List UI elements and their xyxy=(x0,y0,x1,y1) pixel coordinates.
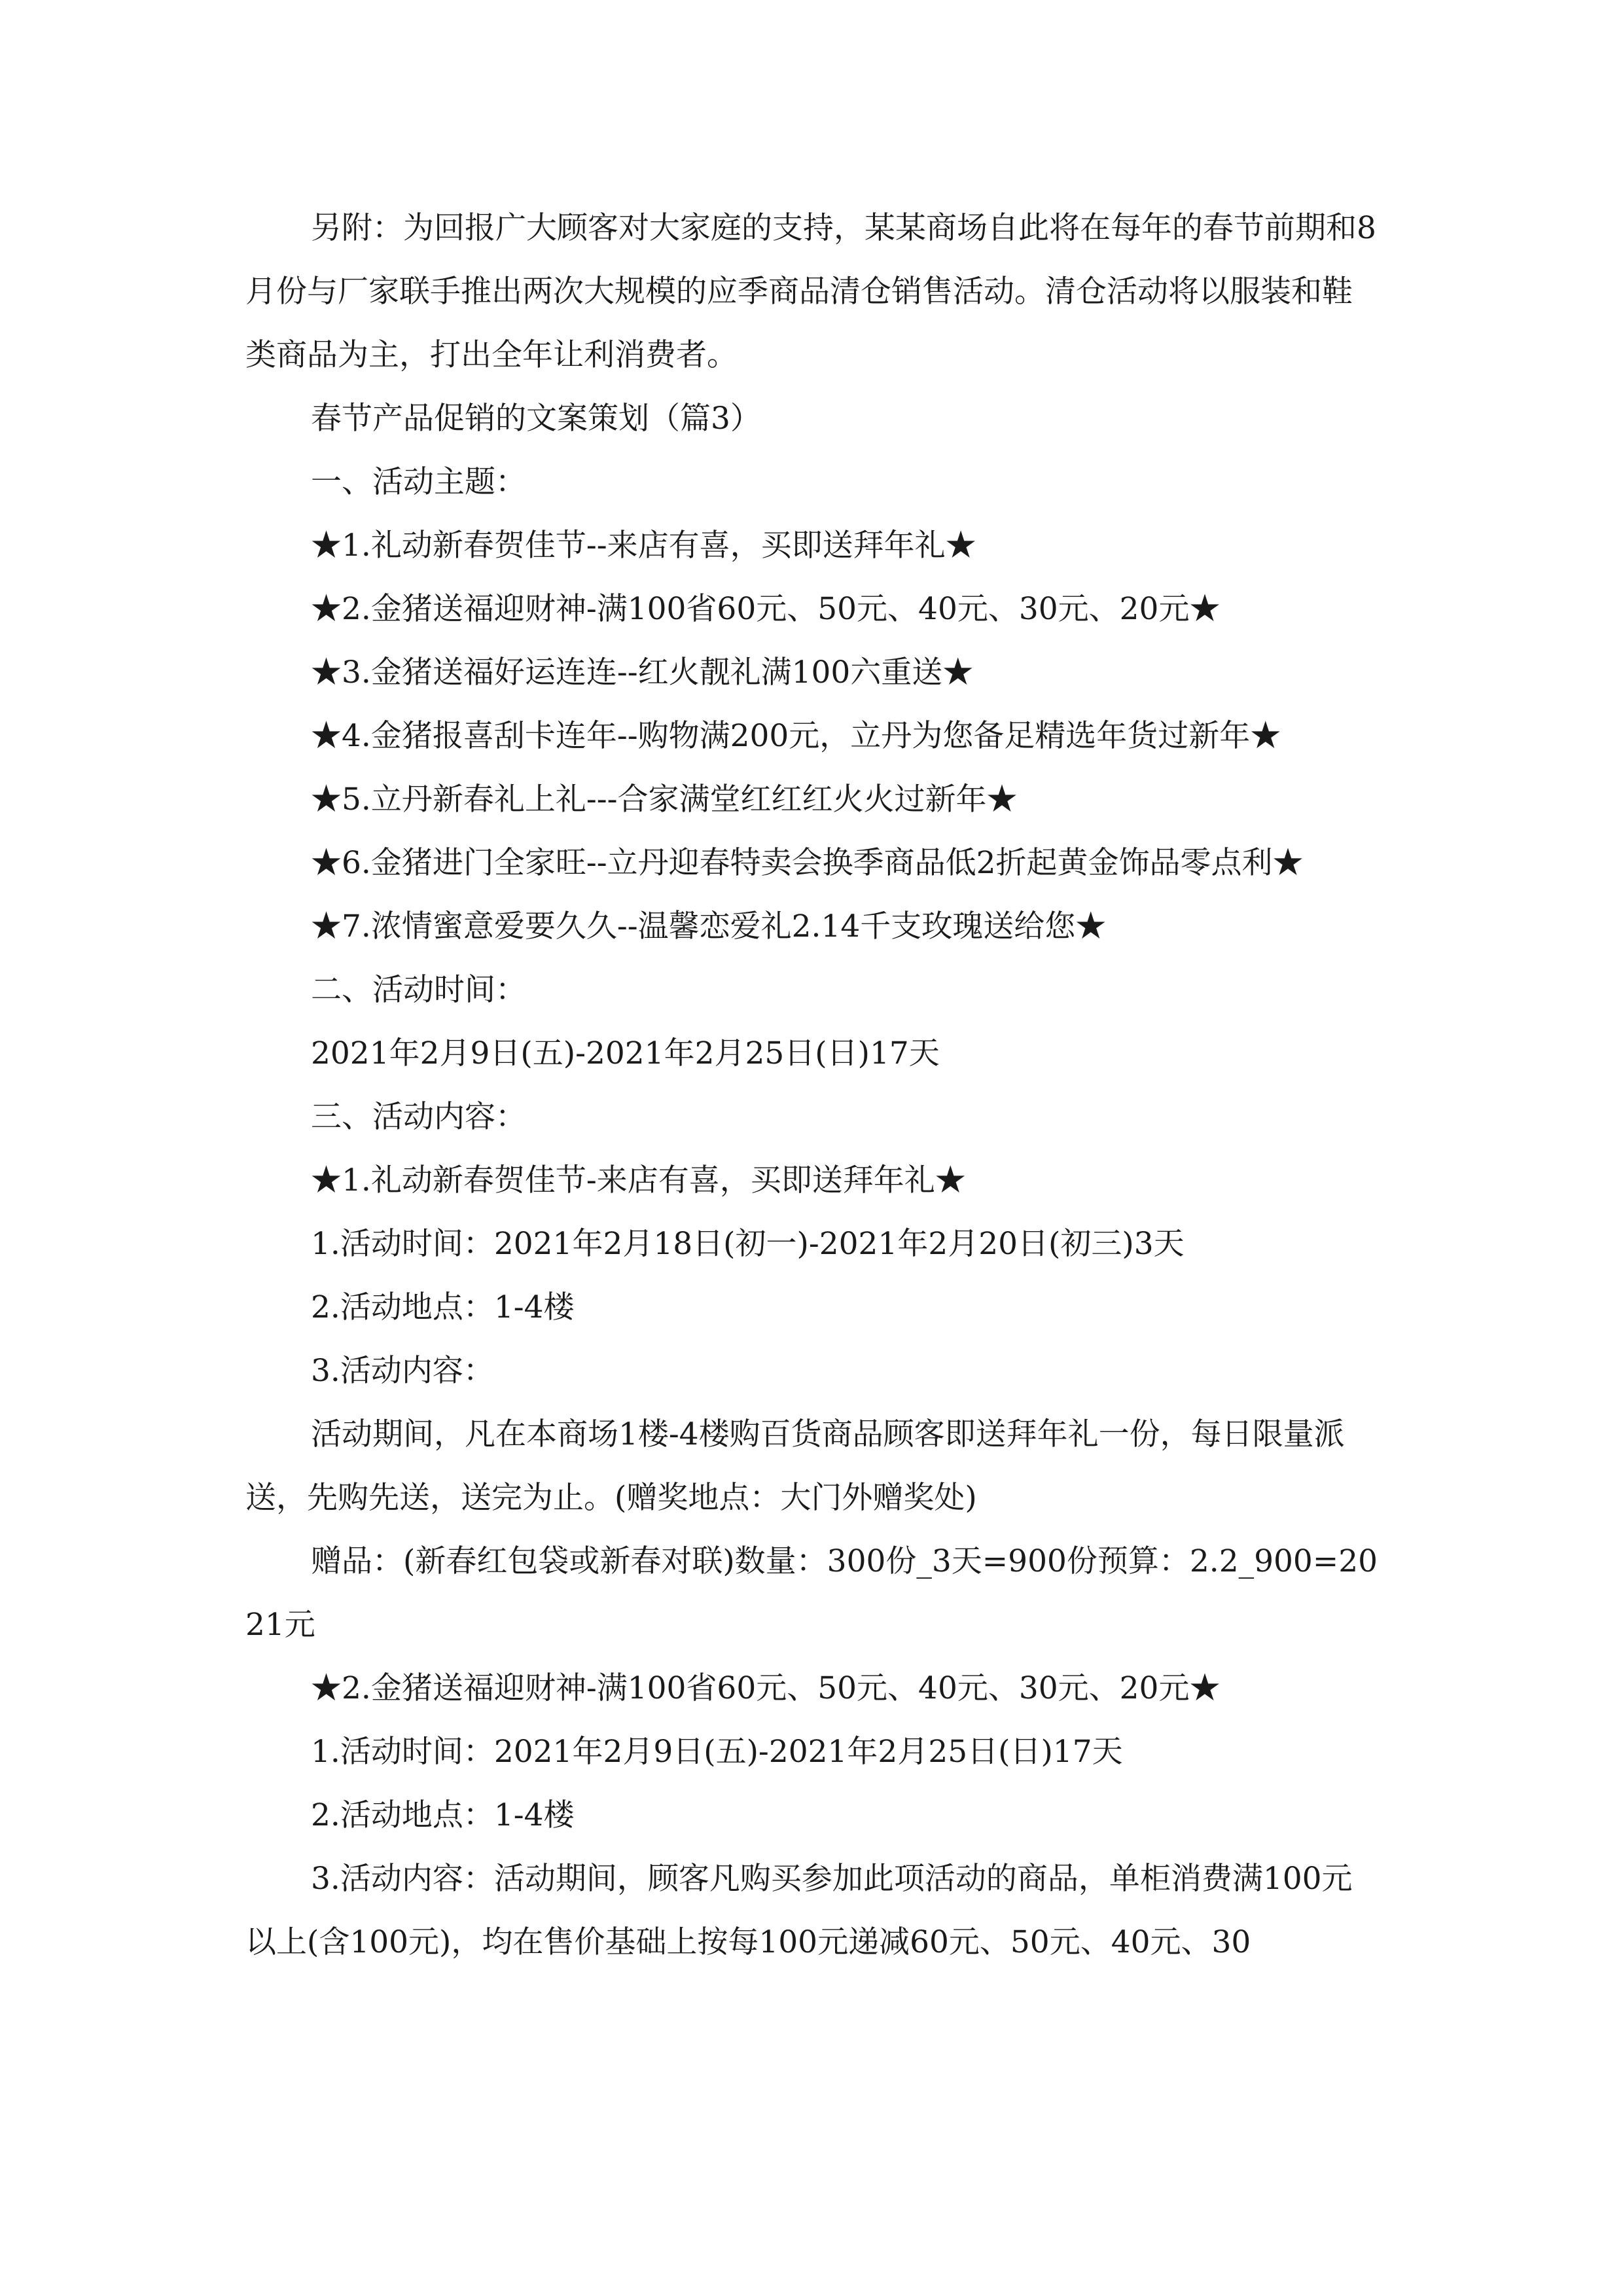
content-item-1-content-label: 3.活动内容： xyxy=(311,1353,494,1389)
activity-time-range: 2021年2月9日(五)-2021年2月25日(日)17天 xyxy=(311,1035,940,1071)
document-page xyxy=(245,196,1381,1974)
theme-item-1: ★1.礼动新春贺佳节--来店有喜，买即送拜年礼★ xyxy=(311,528,976,564)
section-heading-part3: 春节产品促销的文案策划（篇3） xyxy=(311,401,761,437)
theme-item-4: ★4.金猪报喜刮卡连年--购物满200元，立丹为您备足精选年货过新年★ xyxy=(311,718,1281,754)
content-item-1-time: 1.活动时间：2021年2月18日(初一)-2021年2月20日(初三)3天 xyxy=(311,1226,1185,1262)
theme-item-3: ★3.金猪送福好运连连--红火靓礼满100六重送★ xyxy=(311,655,974,691)
content-item-1-gift: 赠品：(新春红包袋或新春对联)数量：300份_3天=900份预算：2.2_900=2021元 xyxy=(245,1543,1378,1643)
theme-item-2: ★2.金猪送福迎财神-满100省60元、50元、40元、30元、20元★ xyxy=(311,591,1221,627)
theme-item-7: ★7.浓情蜜意爱要久久--温馨恋爱礼2.14千支玫瑰送给您★ xyxy=(311,908,1107,944)
paragraph-supplement: 另附：为回报广大顾客对大家庭的支持，某某商场自此将在每年的春节前期和8月份与厂家联手推出两次大规模的应季商品清仓销售活动。清仓活动将以服装和鞋类商品为主，打出全年让利消费者。 xyxy=(245,210,1376,373)
content-item-2-time: 1.活动时间：2021年2月9日(五)-2021年2月25日(日)17天 xyxy=(311,1734,1123,1770)
theme-item-5: ★5.立丹新春礼上礼---合家满堂红红红火火过新年★ xyxy=(311,781,1018,817)
heading-activity-content: 三、活动内容： xyxy=(311,1099,526,1135)
content-item-1-location: 2.活动地点：1-4楼 xyxy=(311,1289,575,1325)
content-item-2-description: 3.活动内容：活动期间，顾客凡购买参加此项活动的商品，单柜消费满100元以上(含100元)，均在售价基础上按每100元递减60元、50元、40元、30 xyxy=(245,1861,1353,1960)
content-item-1-description: 活动期间，凡在本商场1楼-4楼购百货商品顾客即送拜年礼一份，每日限量派送，先购先送，送完为止。(赠奖地点：大门外赠奖处) xyxy=(245,1416,1345,1516)
theme-item-6: ★6.金猪进门全家旺--立丹迎春特卖会换季商品低2折起黄金饰品零点利★ xyxy=(311,845,1304,881)
heading-activity-time: 二、活动时间： xyxy=(311,972,526,1008)
content-item-1-title: ★1.礼动新春贺佳节-来店有喜，买即送拜年礼★ xyxy=(311,1162,966,1198)
content-item-2-title: ★2.金猪送福迎财神-满100省60元、50元、40元、30元、20元★ xyxy=(311,1670,1221,1706)
heading-activity-theme: 一、活动主题： xyxy=(311,464,526,500)
content-item-2-location: 2.活动地点：1-4楼 xyxy=(311,1797,575,1833)
